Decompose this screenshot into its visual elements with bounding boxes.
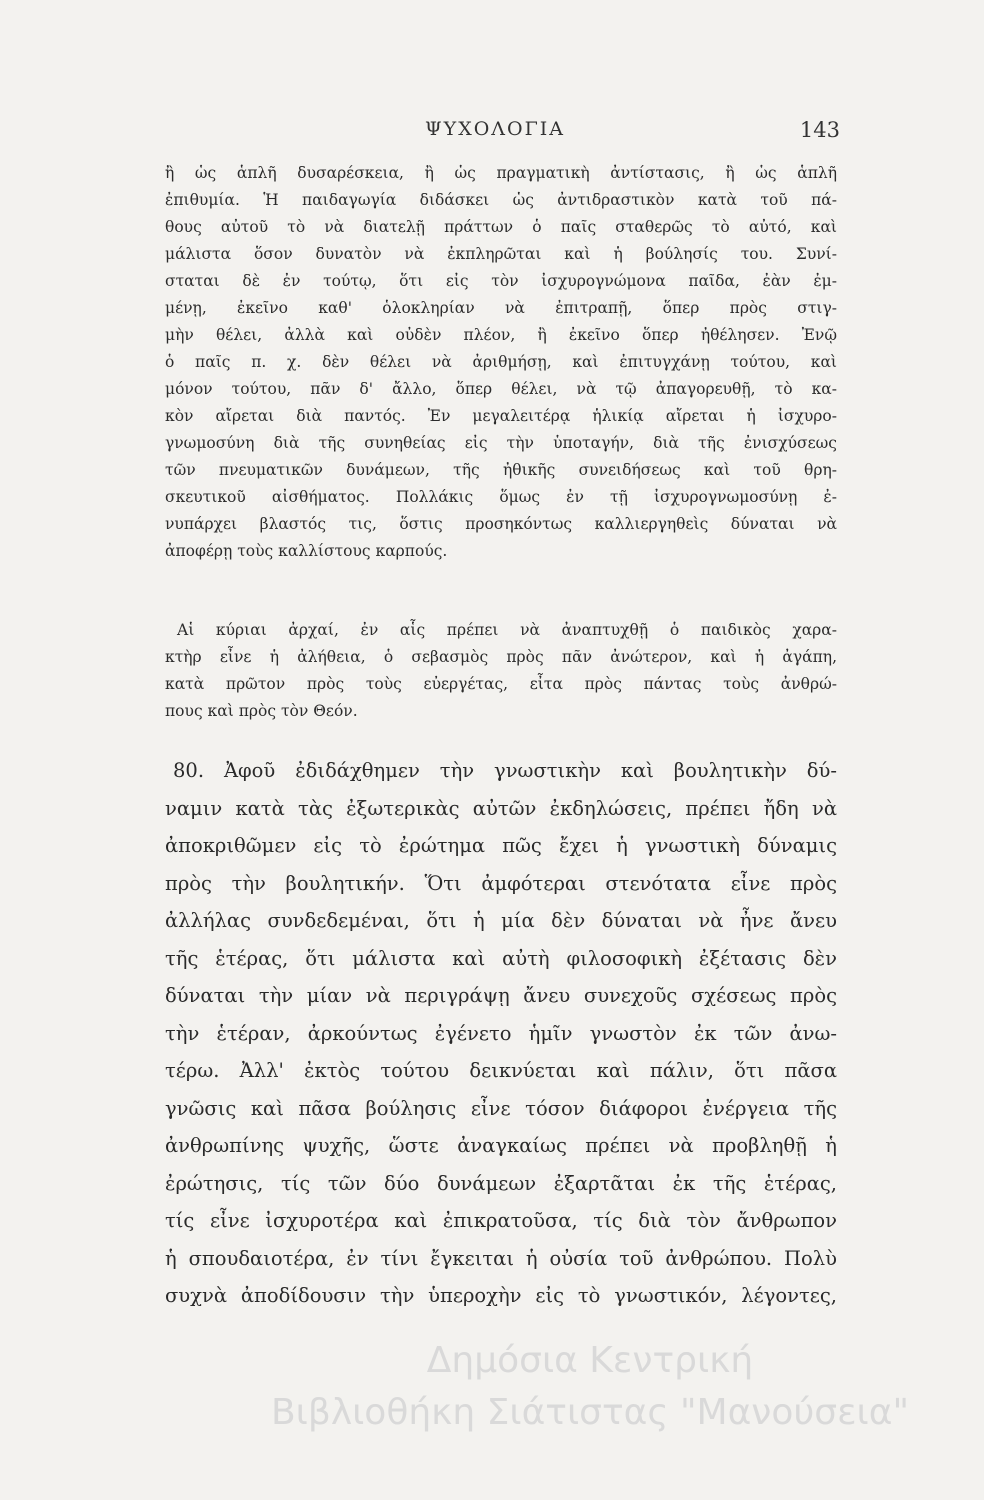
text-line: κατὰ πρῶτον πρὸς τοὺς εὐεργέτας, εἶτα πρὸς πάντας τοὺς ἀνθρώ- <box>165 675 837 693</box>
text-line: ναμιν κατὰ τὰς ἐξωτερικὰς αὐτῶν ἐκδηλώσεις, πρέπει ἤδη νὰ <box>165 796 837 820</box>
text-line: κὸν αἴρεται διὰ παντός. Ἐν μεγαλειτέρᾳ ἡλικίᾳ αἴρεται ἡ ἰσχυρο- <box>165 407 837 425</box>
page-header <box>150 118 840 148</box>
text-line: πους καὶ πρὸς τὸν Θεόν. <box>165 702 358 720</box>
text-line: ἀποφέρῃ τοὺς καλλίστους καρπούς. <box>165 542 448 560</box>
text-line: γνῶσις καὶ πᾶσα βούλησις εἶνε τόσον διάφοροι ἐνέργεια τῆς <box>165 1096 837 1120</box>
text-line: ἡ σπουδαιοτέρα, ἐν τίνι ἔγκειται ἡ οὐσία τοῦ ἀνθρώπου. Πολὺ <box>165 1246 837 1270</box>
text-line: τὴν ἑτέραν, ἀρκούντως ἐγένετο ἡμῖν γνωστὸν ἐκ τῶν ἀνω- <box>165 1021 837 1045</box>
text-line: μάλιστα ὅσον δυνατὸν νὰ ἐκπληρῶται καὶ ἡ βούλησίς του. Συνί- <box>165 245 837 263</box>
paragraph-2 <box>165 617 837 725</box>
text-line: σταται δὲ ἐν τούτῳ, ὅτι εἰς τὸν ἰσχυρογνώμονα παῖδα, ἐὰν ἐμ- <box>165 272 837 290</box>
text-line: ἀνθρωπίνης ψυχῆς, ὥστε ἀναγκαίως πρέπει νὰ προβληθῇ ἡ <box>165 1134 837 1157</box>
text-line: ἀποκριθῶμεν εἰς τὸ ἐρώτημα πῶς ἔχει ἡ γνωστικὴ δύναμις <box>165 834 837 857</box>
section-80 <box>165 752 837 1315</box>
paragraph-1 <box>165 160 837 565</box>
text-line: τῆς ἑτέρας, ὅτι μάλιστα καὶ αὐτὴ φιλοσοφικὴ ἐξέτασις δὲν <box>165 946 837 970</box>
text-line: τίς εἶνε ἰσχυροτέρα καὶ ἐπικρατοῦσα, τίς διὰ τὸν ἄνθρωπον <box>165 1209 837 1232</box>
text-line: κτὴρ εἶνε ἡ ἀλήθεια, ὁ σεβασμὸς πρὸς πᾶν ἀνώτερον, καὶ ἡ ἀγάπη, <box>165 648 837 666</box>
running-title: ΨΥΧΟΛΟΓΙΑ <box>424 118 565 140</box>
text-line: τῶν πνευματικῶν δυνάμεων, τῆς ἠθικῆς συνειδήσεως καὶ τοῦ θρη- <box>165 461 837 479</box>
text-line: ὁ παῖς π. χ. δὲν θέλει νὰ ἀριθμήσῃ, καὶ ἐπιτυγχάνῃ τούτου, καὶ <box>165 353 837 371</box>
text-line: ἐρώτησις, τίς τῶν δύο δυνάμεων ἐξαρτᾶται ἐκ τῆς ἑτέρας, <box>165 1171 837 1195</box>
text-line: νυπάρχει βλαστός τις, ὅστις προσηκόντως καλλιεργηθεὶς δύναται νὰ <box>165 515 837 533</box>
text-line: τέρω. Ἀλλ' ἐκτὸς τούτου δεικνύεται καὶ πάλιν, ὅτι πᾶσα <box>165 1059 837 1082</box>
text-line: θους αὐτοῦ τὸ νὰ διατελῇ πράττων ὁ παῖς σταθερῶς τὸ αὐτό, καὶ <box>165 218 837 236</box>
library-watermark-line-1: Δημόσια Κεντρική <box>426 1340 754 1381</box>
text-line: ἢ ὡς ἁπλῆ δυσαρέσκεια, ἢ ὡς πραγματικὴ ἀντίστασις, ἢ ὡς ἁπλῆ <box>165 164 837 182</box>
text-line: γνωμοσύνη διὰ τῆς συνηθείας εἰς τὴν ὑποταγήν, διὰ τῆς ἐνισχύσεως <box>165 434 837 452</box>
text-line: ἐπιθυμία. Ἡ παιδαγωγία διδάσκει ὡς ἀντιδραστικὸν κατὰ τοῦ πά- <box>165 191 837 209</box>
text-line: δύναται τὴν μίαν νὰ περιγράψῃ ἄνευ συνεχοῦς σχέσεως πρὸς <box>165 984 837 1007</box>
text-line: πρὸς τὴν βουλητικήν. Ὅτι ἀμφότεραι στενότατα εἶνε πρὸς <box>165 871 837 895</box>
text-line: Αἱ κύριαι ἀρχαί, ἐν αἷς πρέπει νὰ ἀναπτυχθῇ ὁ παιδικὸς χαρα- <box>177 621 837 639</box>
page-number: 143 <box>799 118 840 142</box>
text-line: ἀλλήλας συνδεδεμέναι, ὅτι ἡ μία δὲν δύναται νὰ ἦνε ἄνευ <box>165 909 837 932</box>
text-line: μὴν θέλει, ἀλλὰ καὶ οὐδὲν πλέον, ἢ ἐκεῖνο ὅπερ ἠθέλησεν. Ἐνῷ <box>165 326 837 344</box>
library-watermark-line-2: Βιβλιοθήκη Σιάτιστας "Μανούσεια" <box>270 1392 910 1433</box>
text-line: μένῃ, ἐκεῖνο καθ' ὁλοκληρίαν νὰ ἐπιτραπῇ, ὅπερ πρὸς στιγ- <box>165 299 837 317</box>
text-line: 80. Ἀφοῦ ἐδιδάχθημεν τὴν γνωστικὴν καὶ βουλητικὴν δύ- <box>173 759 837 782</box>
text-line: μόνον τούτου, πᾶν δ' ἄλλο, ὅπερ θέλει, νὰ τῷ ἀπαγορευθῇ, τὸ κα- <box>165 380 837 398</box>
text-line: συχνὰ ἀποδίδουσιν τὴν ὑπεροχὴν εἰς τὸ γνωστικόν, λέγοντες, <box>165 1284 837 1307</box>
text-line: σκευτικοῦ αἰσθήματος. Πολλάκις ὅμως ἐν τῇ ἰσχυρογνωμοσύνῃ ἐ- <box>165 488 837 506</box>
